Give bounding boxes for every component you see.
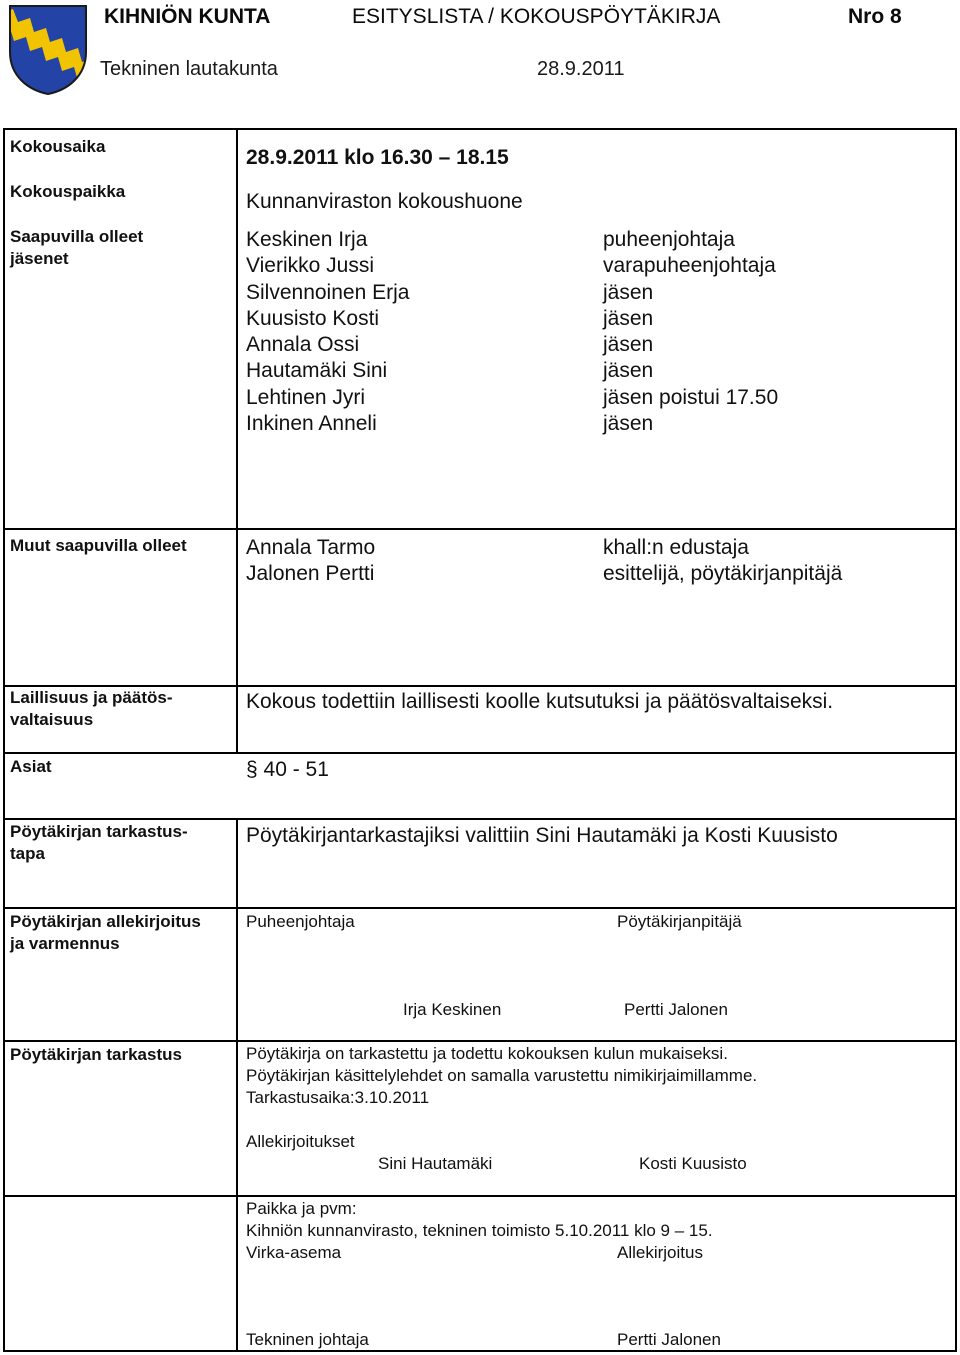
member-role: jäsen [603,280,654,304]
divider [3,1195,957,1197]
table-left-border [3,128,5,1352]
meeting-time-label: Kokousaika [10,137,106,156]
legality-label: Laillisuus ja päätös- valtaisuus [10,688,173,729]
member-role: varapuheenjohtaja [603,254,776,278]
divider [3,752,957,754]
member-role: jäsen [603,306,654,330]
other-name: Jalonen Pertti [246,562,375,586]
other-name: Annala Tarmo [246,536,376,559]
review-method-value: Pöytäkirjantarkastajiksi valittiin Sini Hautamäki ja Kosti Kuusisto [246,824,838,847]
table-top-border [3,128,957,130]
chair-name: Irja Keskinen [403,1000,502,1019]
chair-title: Puheenjohtaja [246,912,355,931]
others-roles [603,535,842,588]
publication-place-label: Paikka ja pvm: [246,1199,357,1218]
meeting-time-value: 28.9.2011 klo 16.30 – 18.15 [246,146,509,169]
divider [3,907,957,909]
member-role: jäsen [603,359,654,383]
divider [3,818,957,820]
document-type: ESITYSLISTA / KOKOUSPÖYTÄKIRJA [352,5,721,28]
column-divider [236,128,238,752]
review-line: Pöytäkirja on tarkastettu ja todettu kokouksen kulun mukaiseksi. [246,1044,728,1063]
others-present-label: Muut saapuvilla olleet [10,536,187,555]
member-name: Vierikko Jussi [246,254,374,278]
other-role: khall:n edustaja [603,536,749,559]
signature-label: Allekirjoitus [617,1243,703,1262]
review-text [246,1043,757,1109]
review-label: Pöytäkirjan tarkastus [10,1045,182,1064]
member-role: puheenjohtaja [603,228,735,251]
members-label: Saapuvilla olleet jäsenet [10,227,144,268]
member-name: Lehtinen Jyri [246,385,366,409]
meeting-place-label: Kokouspaikka [10,182,126,201]
items-label: Asiat [10,757,52,776]
members-roles [603,227,778,437]
reviewer-1-name: Sini Hautamäki [378,1154,493,1173]
member-role: jäsen [603,333,654,357]
signer-name: Pertti Jalonen [617,1330,721,1349]
signing-label: Pöytäkirjan allekirjoitus ja varmennus [10,912,201,953]
member-name: Kuusisto Kosti [246,306,380,330]
review-line: Tarkastusaika:3.10.2011 [246,1088,430,1107]
meeting-place-value: Kunnanviraston kokoushuone [246,190,523,213]
review-method-label: Pöytäkirjan tarkastus- tapa [10,822,188,863]
secretary-name: Pertti Jalonen [624,1000,728,1019]
others-names [246,535,375,588]
column-divider [236,818,238,1352]
legality-value: Kokous todettiin laillisesti koolle kutsutuksi ja päätösvaltaiseksi. [246,690,834,713]
member-name: Silvennoinen Erja [246,280,410,304]
other-role: esittelijä, pöytäkirjanpitäjä [603,562,843,586]
reviewer-2-name: Kosti Kuusisto [639,1154,747,1173]
coat-of-arms-logo [8,4,88,96]
meeting-date: 28.9.2011 [537,58,625,80]
items-value: § 40 - 51 [246,758,329,781]
member-name: Annala Ossi [246,333,360,357]
position-value: Tekninen johtaja [246,1330,369,1349]
divider [3,528,957,530]
signatures-label: Allekirjoitukset [246,1132,355,1151]
committee-name: Tekninen lautakunta [100,58,278,80]
members-names [246,227,409,437]
review-line: Pöytäkirjan käsittelylehdet on samalla varustettu nimikirjaimillamme. [246,1066,758,1085]
member-role: jäsen poistui 17.50 [603,385,779,409]
member-name: Inkinen Anneli [246,412,377,436]
member-name: Keskinen Irja [246,228,368,251]
member-name: Hautamäki Sini [246,359,388,383]
document-number: Nro 8 [848,5,902,28]
table-bottom-border [3,1350,957,1352]
organization-name: KIHNIÖN KUNTA [104,5,271,28]
publication-place-value: Kihniön kunnanvirasto, tekninen toimisto 5.10.2011 klo 9 – 15. [246,1221,713,1240]
divider [3,1040,957,1042]
table-right-border [955,128,957,1352]
secretary-title: Pöytäkirjanpitäjä [617,912,742,931]
position-label: Virka-asema [246,1243,342,1262]
member-role: jäsen [603,412,654,436]
